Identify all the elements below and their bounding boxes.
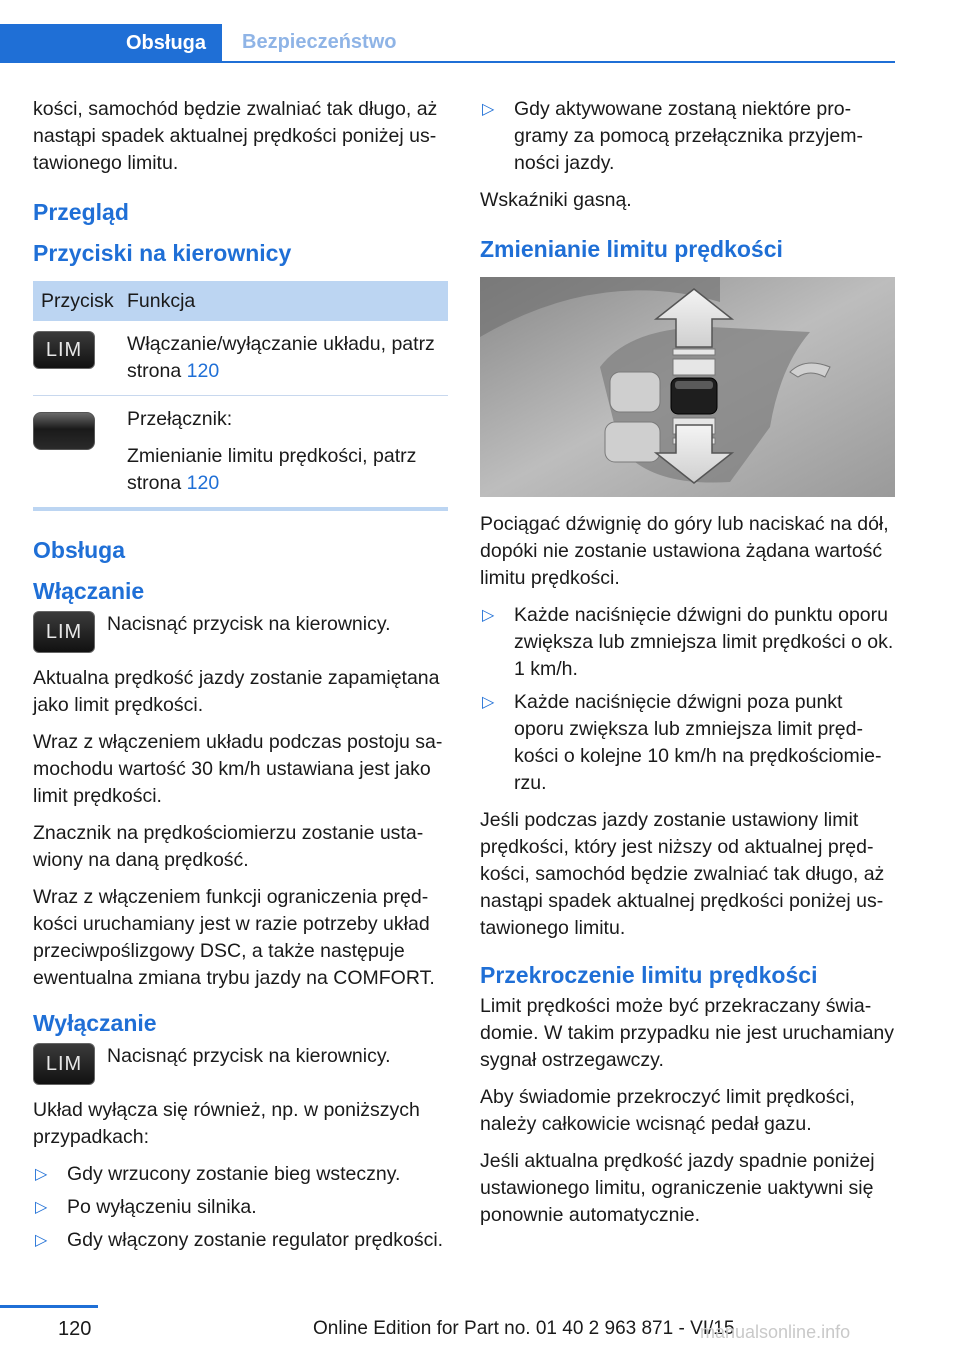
triangle-bullet-icon: ▷ bbox=[482, 607, 495, 624]
list-item bbox=[33, 1194, 448, 1221]
list-item bbox=[480, 689, 895, 797]
watermark: manualsonline.info bbox=[700, 1322, 851, 1342]
footer-accent-line bbox=[0, 1305, 98, 1308]
heading-overview: Przegląd bbox=[33, 199, 129, 225]
table-row bbox=[33, 396, 448, 510]
switch-off-instruction bbox=[33, 1043, 448, 1085]
list-item bbox=[33, 1227, 448, 1254]
table-cell-function bbox=[119, 321, 448, 396]
steering-wheel-photo bbox=[480, 277, 895, 497]
paragraph: Wraz z włączeniem układu podczas postoju samochodu wartość 30 km/h ustawiana jest jako limit prędkości. bbox=[33, 731, 443, 807]
edition-note: Online Edition for Part no. 01 40 2 963 871 - VI/15 bbox=[313, 1318, 735, 1339]
heading-switch-on: Włączanie bbox=[33, 578, 145, 604]
triangle-bullet-icon: ▷ bbox=[35, 1232, 48, 1249]
paragraph: Aktualna prędkość jazdy zostanie zapamiętana jako limit prędkości. bbox=[33, 667, 440, 716]
paragraph: Jeśli aktualna prędkość jazdy spadnie poniżej ustawionego limitu, ograniczenie uaktywni się ponownie automatycznie. bbox=[480, 1150, 875, 1226]
tab-obsluga[interactable] bbox=[0, 24, 222, 63]
list-item bbox=[480, 96, 895, 177]
table-cell-icon bbox=[33, 321, 119, 396]
intro-paragraph: kości, samochód będzie zwalniać tak długo, aż nastąpi spadek aktualnej prędkości poniżej ustawionego limitu. bbox=[33, 98, 438, 174]
heading-buttons: Przyciski na kierownicy bbox=[33, 240, 292, 266]
paragraph: Jeśli podczas jazdy zostanie ustawiony limit prędkości, który jest niższy od aktualnej prędkości, samochód będzie zwalniać tak długo, aż nastąpi spadek aktualnej prędkości poniżej ustawionego limitu. bbox=[480, 809, 885, 939]
tabbar-divider bbox=[0, 61, 895, 63]
heading-change-limit: Zmienianie limitu prędkości bbox=[480, 236, 783, 262]
triangle-bullet-icon: ▷ bbox=[35, 1199, 48, 1216]
rocker-switch-icon bbox=[33, 412, 95, 450]
table-cell-icon bbox=[33, 396, 119, 510]
table-row bbox=[33, 321, 448, 396]
paragraph: Układ wyłącza się również, np. w poniższych przypadkach: bbox=[33, 1099, 420, 1148]
list-item bbox=[33, 1161, 448, 1188]
lim-button-icon bbox=[33, 331, 95, 369]
triangle-bullet-icon: ▷ bbox=[482, 101, 495, 118]
list-item-text: Każde naciśnięcie dźwigni poza punkt oporu zwiększa lub zmniejsza limit prędkości o kolejne 10 km/h na prędkościomierzu. bbox=[514, 691, 882, 794]
list-item bbox=[480, 602, 895, 683]
table-header-function: Funkcja bbox=[119, 281, 448, 321]
buttons-table bbox=[33, 281, 448, 511]
lim-button-icon bbox=[33, 611, 95, 653]
triangle-bullet-icon: ▷ bbox=[482, 694, 495, 711]
lim-label: LIM bbox=[45, 338, 83, 361]
continued-list bbox=[480, 96, 895, 177]
lim-label: LIM bbox=[45, 1052, 83, 1075]
lim-button-icon bbox=[33, 1043, 95, 1085]
row2-text: Zmienianie limitu prędkości, patrz strona bbox=[127, 445, 417, 494]
section-tabs bbox=[0, 24, 895, 62]
table-header-button: Przycisk bbox=[33, 281, 119, 321]
lim-label: LIM bbox=[45, 620, 83, 643]
row1-text: Włączanie/wyłączanie układu, patrz strona bbox=[127, 333, 435, 382]
right-column bbox=[480, 96, 895, 1239]
list-item-text: Po wyłączeniu silnika. bbox=[67, 1196, 257, 1218]
heading-exceed-limit: Przekroczenie limitu prędkości bbox=[480, 962, 818, 988]
table-cell-function bbox=[119, 396, 448, 510]
paragraph: Wraz z włączeniem funkcji ograniczenia prędkości uruchamiany jest w razie potrzeby układ przeciwpoślizgowy DSC, a także następuje ewentualna zmiana trybu jazdy na COMFORT. bbox=[33, 886, 435, 989]
heading-switch-off: Wyłączanie bbox=[33, 1010, 157, 1036]
tab-bezpieczenstwo[interactable] bbox=[242, 24, 396, 61]
paragraph: Pociągać dźwignię do góry lub naciskać na dół, dopóki nie zostanie ustawiona żądana wartość limitu prędkości. bbox=[480, 513, 889, 589]
switch-on-text: Nacisnąć przycisk na kierownicy. bbox=[107, 613, 391, 635]
paragraph: Limit prędkości może być przekraczany świadomie. W takim przypadku nie jest uruchamiany sygnał ostrzegawczy. bbox=[480, 995, 895, 1071]
paragraph: Aby świadomie przekroczyć limit prędkości, należy całkowicie wcisnąć pedał gazu. bbox=[480, 1086, 855, 1135]
left-column bbox=[33, 96, 448, 1264]
list-item-text: Gdy aktywowane zostaną niektóre programy za pomocą przełącznika przyjemności jazdy. bbox=[514, 98, 863, 174]
switch-off-text: Nacisnąć przycisk na kierownicy. bbox=[107, 1045, 391, 1067]
list-item-text: Gdy włączony zostanie regulator prędkości. bbox=[67, 1229, 444, 1251]
row2-title: Przełącznik: bbox=[127, 408, 233, 430]
page-number: 120 bbox=[58, 1318, 92, 1340]
paragraph: Znacznik na prędkościomierzu zostanie ustawiony na daną prędkość. bbox=[33, 822, 424, 871]
page-link[interactable]: 120 bbox=[186, 472, 220, 494]
list-item-text: Każde naciśnięcie dźwigni do punktu oporu zwiększa lub zmniejsza limit prędkości o ok. 1 km/h. bbox=[514, 604, 894, 680]
tab-obsluga-label: Obsługa bbox=[125, 32, 206, 54]
tab-bezpieczenstwo-label: Bezpieczeństwo bbox=[242, 31, 397, 53]
list-item-text: Gdy wrzucony zostanie bieg wsteczny. bbox=[67, 1163, 401, 1185]
heading-operation: Obsługa bbox=[33, 537, 126, 563]
step-list bbox=[480, 602, 895, 797]
paragraph: Wskaźniki gasną. bbox=[480, 189, 632, 211]
switch-on-instruction bbox=[33, 611, 448, 653]
switch-off-list bbox=[33, 1161, 448, 1254]
triangle-bullet-icon: ▷ bbox=[35, 1166, 48, 1183]
page-link[interactable]: 120 bbox=[186, 360, 220, 382]
